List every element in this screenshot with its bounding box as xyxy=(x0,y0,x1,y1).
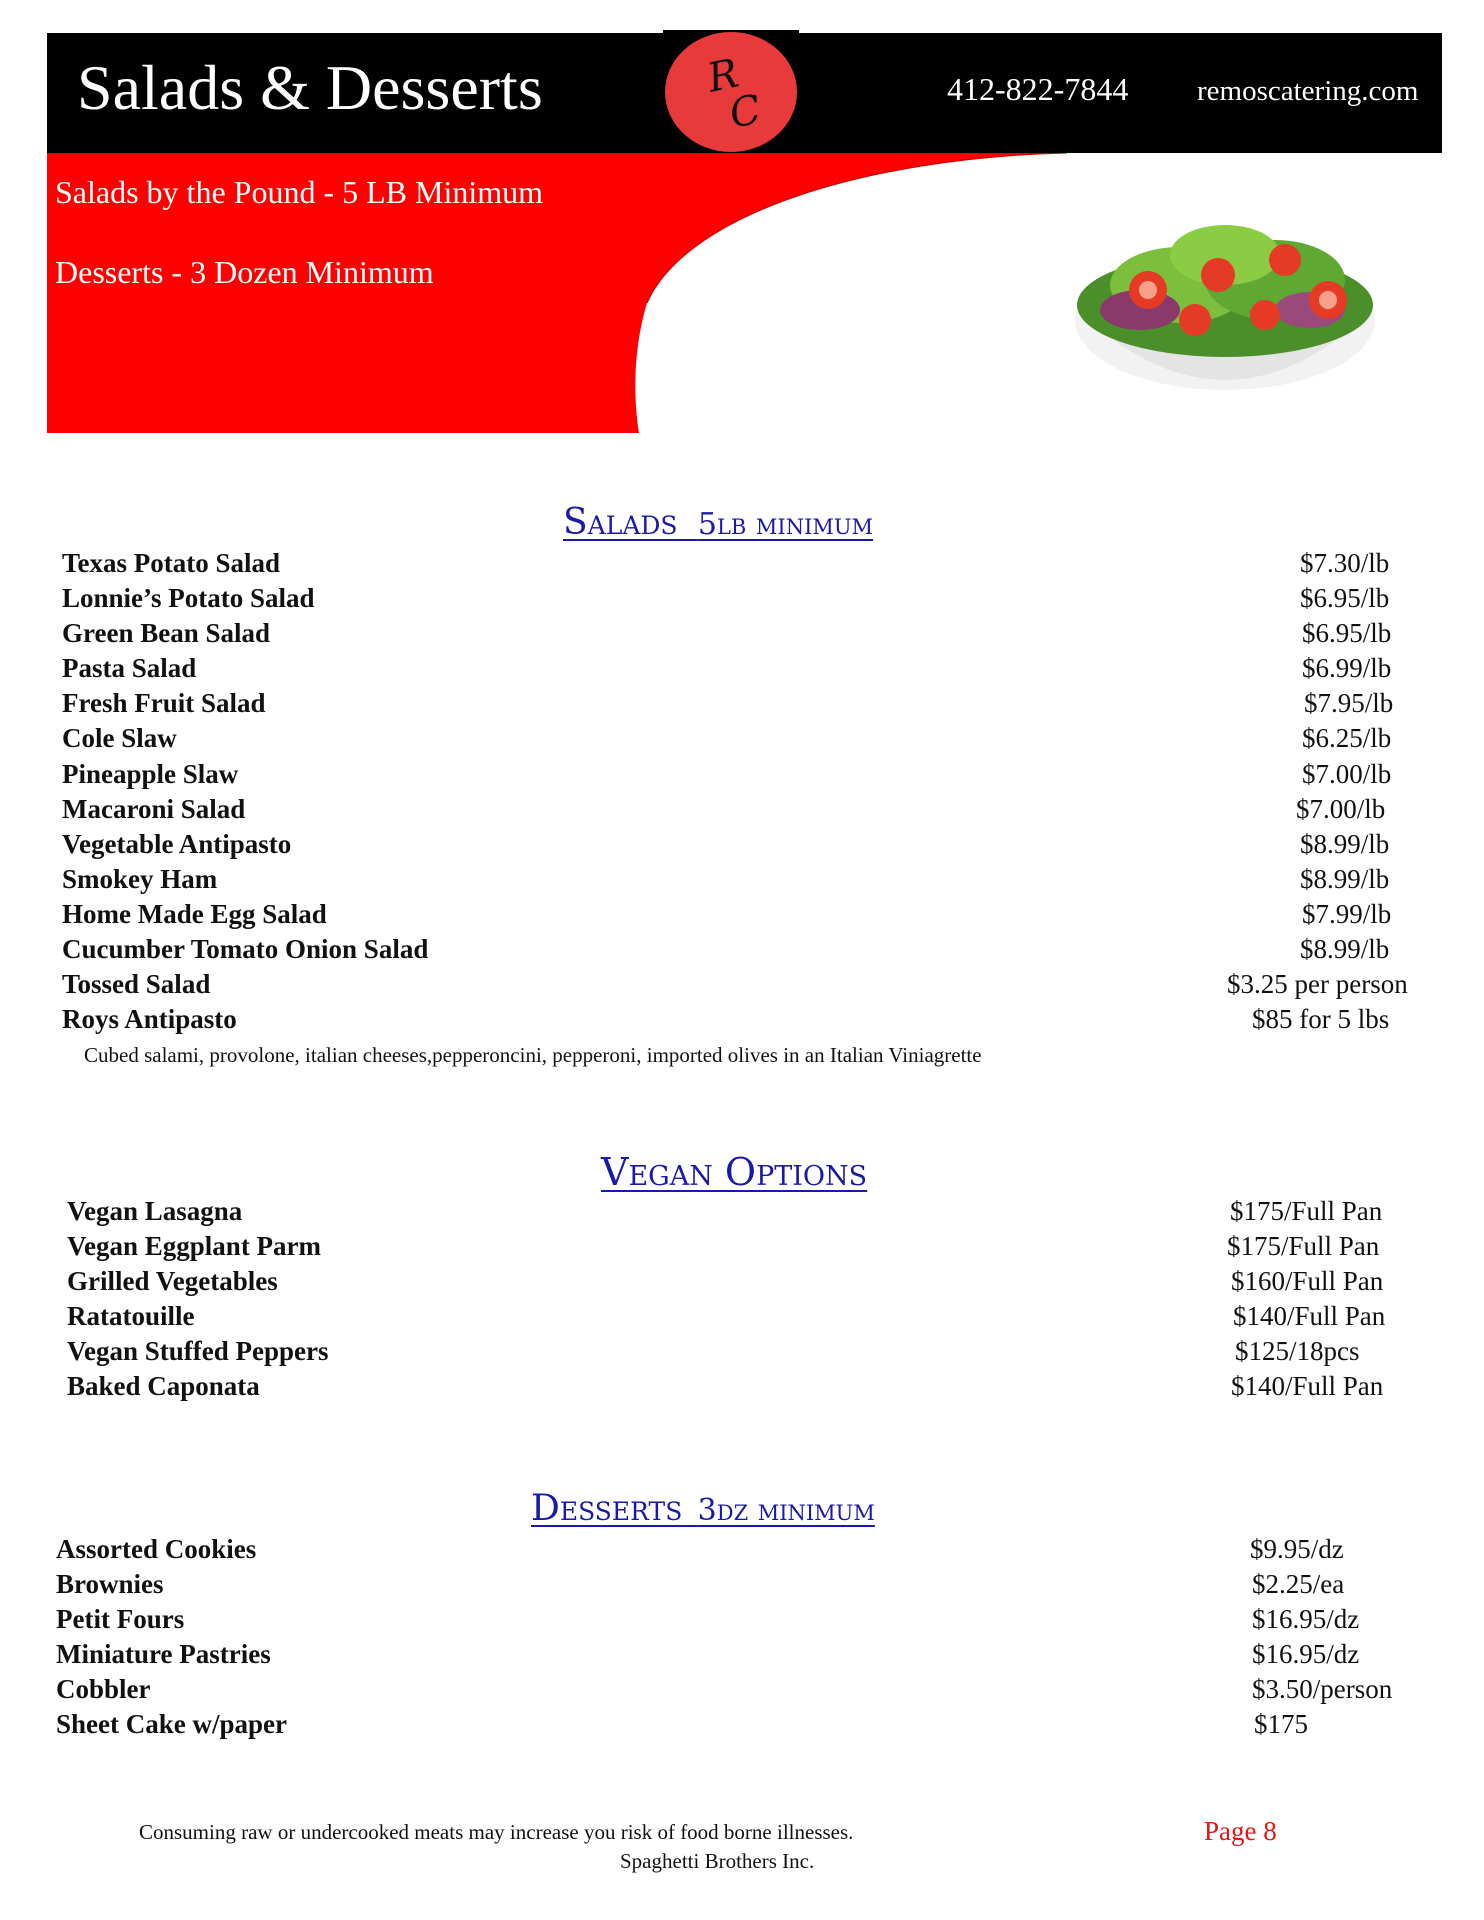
list-item xyxy=(56,1709,1436,1744)
vegan-section-title: Vegan Options xyxy=(601,1150,868,1194)
item-name: Brownies xyxy=(56,1569,164,1600)
food-safety-disclaimer: Consuming raw or undercooked meats may increase you risk of food borne illnesses. xyxy=(139,1820,854,1844)
salad-bowl-image xyxy=(1060,160,1390,420)
item-price: $6.99/lb xyxy=(1302,653,1392,684)
item-price: $6.95/lb xyxy=(1300,583,1390,614)
item-name: Roys Antipasto xyxy=(62,1004,237,1035)
item-price: $8.99/lb xyxy=(1300,863,1390,894)
item-price: $125/18pcs xyxy=(1235,1336,1360,1367)
item-price: $175/Full Pan xyxy=(1227,1231,1380,1262)
banner-salads-minimum: Salads by the Pound - 5 LB Minimum xyxy=(55,174,543,210)
item-name: Texas Potato Salad xyxy=(62,548,281,578)
item-price: $140/Full Pan xyxy=(1233,1301,1386,1332)
antipasto-description: Cubed salami, provolone, italian cheeses,pepperoncini, pepperoni, imported olives in an Italian Viniagrette xyxy=(84,1043,982,1067)
rc-logo-icon xyxy=(663,30,799,154)
item-price: $6.25/lb xyxy=(1302,723,1392,754)
svg-text:C: C xyxy=(725,86,766,138)
list-item xyxy=(56,1534,1436,1569)
list-item xyxy=(62,864,1442,899)
list-item xyxy=(62,759,1442,794)
header-bar xyxy=(47,33,1442,153)
item-name: Sheet Cake w/paper xyxy=(56,1709,287,1740)
salads-minimum: 5lb minimum xyxy=(697,507,874,542)
list-item xyxy=(62,653,1442,688)
item-name: Baked Caponata xyxy=(67,1371,260,1402)
item-price: $8.99/lb xyxy=(1300,828,1390,859)
item-price: $7.95/lb xyxy=(1304,688,1394,719)
list-item xyxy=(62,794,1442,829)
list-item xyxy=(62,548,1442,583)
item-name: Assorted Cookies xyxy=(56,1534,257,1564)
list-item xyxy=(62,723,1442,758)
desserts-minimum: 3dz minimum xyxy=(697,1493,875,1528)
salads-list xyxy=(62,548,1442,1039)
item-price: $7.30/lb xyxy=(1300,548,1390,578)
item-name: Ratatouille xyxy=(67,1301,195,1332)
item-name: Pineapple Slaw xyxy=(62,758,239,789)
desserts-heading: Desserts xyxy=(531,1488,683,1529)
phone-number: 412-822-7844 xyxy=(947,71,1129,107)
item-name: Petit Fours xyxy=(56,1604,185,1635)
list-item xyxy=(62,829,1442,864)
item-price: $16.95/dz xyxy=(1252,1639,1360,1670)
list-item xyxy=(67,1371,1447,1406)
item-name: Vegan Stuffed Peppers xyxy=(67,1336,329,1367)
salads-section-title xyxy=(563,502,873,543)
list-item xyxy=(56,1674,1436,1709)
page-title: Salads & Desserts xyxy=(77,52,543,123)
vegan-list xyxy=(67,1196,1447,1407)
list-item xyxy=(56,1569,1436,1604)
item-price: $9.95/dz xyxy=(1250,1534,1344,1564)
list-item xyxy=(67,1336,1447,1371)
list-item xyxy=(62,969,1442,1004)
item-price: $160/Full Pan xyxy=(1231,1266,1384,1297)
list-item xyxy=(56,1604,1436,1639)
item-name: Vegetable Antipasto xyxy=(62,828,292,859)
item-price: $16.95/dz xyxy=(1252,1604,1360,1635)
item-price: $3.25 per person xyxy=(1227,969,1408,1000)
item-name: Home Made Egg Salad xyxy=(62,898,327,929)
item-name: Grilled Vegetables xyxy=(67,1266,278,1297)
banner-desserts-minimum: Desserts - 3 Dozen Minimum xyxy=(55,254,434,290)
item-price: $7.00/lb xyxy=(1302,758,1392,789)
svg-text:R: R xyxy=(703,50,743,102)
list-item xyxy=(67,1301,1447,1336)
list-item xyxy=(62,688,1442,723)
item-price: $7.99/lb xyxy=(1302,898,1392,929)
list-item xyxy=(67,1196,1447,1231)
item-name: Tossed Salad xyxy=(62,969,211,1000)
item-name: Miniature Pastries xyxy=(56,1639,271,1670)
list-item xyxy=(62,1004,1442,1039)
item-price: $8.99/lb xyxy=(1300,934,1390,965)
website-link[interactable]: remoscatering.com xyxy=(1197,75,1419,107)
item-name: Macaroni Salad xyxy=(62,793,246,824)
item-name: Smokey Ham xyxy=(62,863,218,894)
item-price: $2.25/ea xyxy=(1252,1569,1345,1600)
desserts-section-title xyxy=(531,1488,875,1529)
item-price: $6.95/lb xyxy=(1302,618,1392,649)
item-price: $3.50/person xyxy=(1252,1674,1393,1705)
item-name: Cucumber Tomato Onion Salad xyxy=(62,934,429,965)
item-name: Lonnie’s Potato Salad xyxy=(62,583,315,614)
list-item xyxy=(67,1266,1447,1301)
item-price: $140/Full Pan xyxy=(1231,1371,1384,1402)
list-item xyxy=(62,899,1442,934)
item-price: $175/Full Pan xyxy=(1230,1196,1383,1226)
item-name: Pasta Salad xyxy=(62,653,197,684)
item-name: Cobbler xyxy=(56,1674,151,1705)
company-name: Spaghetti Brothers Inc. xyxy=(620,1849,815,1873)
list-item xyxy=(67,1231,1447,1266)
desserts-list xyxy=(56,1534,1436,1745)
item-name: Cole Slaw xyxy=(62,723,177,754)
item-name: Vegan Eggplant Parm xyxy=(67,1231,322,1262)
list-item xyxy=(62,934,1442,969)
item-price: $7.00/lb xyxy=(1296,793,1386,824)
item-name: Vegan Lasagna xyxy=(67,1196,243,1226)
item-price: $85 for 5 lbs xyxy=(1252,1004,1390,1035)
salads-heading: Salads xyxy=(563,502,678,543)
item-price: $175 xyxy=(1254,1709,1308,1740)
list-item xyxy=(62,583,1442,618)
item-name: Fresh Fruit Salad xyxy=(62,688,266,719)
page-number: Page 8 xyxy=(1204,1816,1277,1846)
list-item xyxy=(56,1639,1436,1674)
item-name: Green Bean Salad xyxy=(62,618,271,649)
list-item xyxy=(62,618,1442,653)
